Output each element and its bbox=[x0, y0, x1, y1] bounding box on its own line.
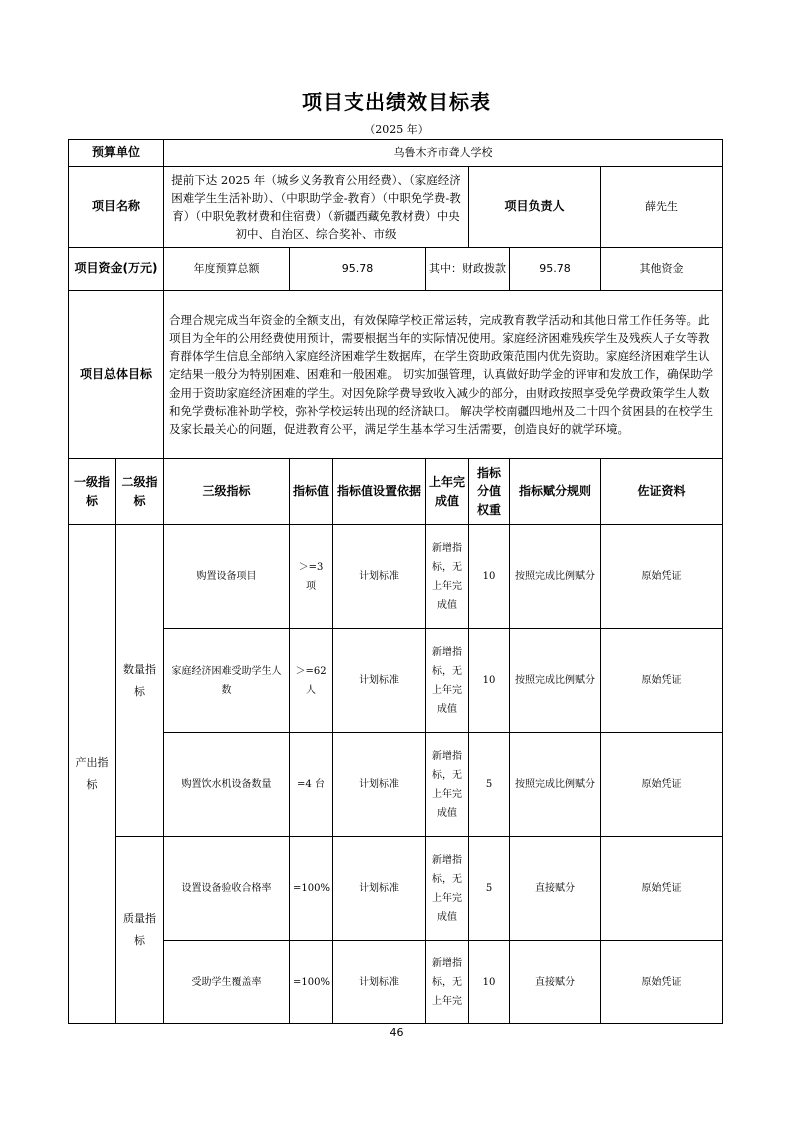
header-level1: 一级指标 bbox=[69, 459, 116, 525]
header-basis: 指标值设置依据 bbox=[333, 459, 426, 525]
funds-row bbox=[69, 248, 723, 291]
project-owner-label: 项目负责人 bbox=[469, 167, 601, 248]
header-row bbox=[69, 459, 723, 525]
indicator-basis: 计划标准 bbox=[333, 837, 426, 941]
overall-goal-label: 项目总体目标 bbox=[69, 291, 164, 459]
indicator-weight: 10 bbox=[469, 629, 510, 733]
header-evidence: 佐证资料 bbox=[601, 459, 723, 525]
table-row bbox=[69, 629, 723, 733]
level2-quantity: 数量指标 bbox=[116, 525, 164, 837]
indicator-evidence: 原始凭证 bbox=[601, 525, 723, 629]
budget-unit-label: 预算单位 bbox=[69, 140, 164, 167]
project-name-value: 提前下达 2025 年（城乡义务教育公用经费）、（家庭经济困难学生生活补助）、（中职助学金-教育）（中职免学费-教育）（中职免教材费和住宿费）（新疆西藏免教材费）中央初中、自治区、综合奖补、市级 bbox=[164, 167, 469, 248]
indicator-rule: 直接赋分 bbox=[510, 941, 601, 1024]
header-rule: 指标赋分规则 bbox=[510, 459, 601, 525]
indicator-value: ＞=62 人 bbox=[290, 629, 333, 733]
indicator-weight: 10 bbox=[469, 941, 510, 1024]
indicator-name: 受助学生覆盖率 bbox=[164, 941, 290, 1024]
overall-goal-value: 合理合规完成当年资金的全额支出，有效保障学校正常运转，完成教育教学活动和其他日常工作任务等。此项目为全年的公用经费使用预计，需要根据当年的实际情况使用。家庭经济困难残疾学生及残疾人子女等教育群体学生信息全部纳入家庭经济困难学生数据库，在学生资助政策范围内优先资助。家庭经济困难学生认定结果一般分为特别困难、困难和一般困难。 切实加强管理，认真做好助学金的评审和发放工作，确保助学金用于资助家庭经济困难的学生。对因免除学费导致收入减少的部分，由财政按照享受免学费政策学生人数和免学费标准补助学校，弥补学校运转出现的经济缺口。 解决学校南疆四地州及二十四个贫困县的在校学生及家长最关心的问题，促进教育公平，满足学生基本学习生活需要，创造良好的就学环境。 bbox=[164, 291, 723, 459]
table-row bbox=[69, 941, 723, 1024]
performance-table bbox=[68, 139, 723, 1024]
indicator-last-year: 新增指标，无上年完成值 bbox=[426, 733, 469, 837]
header-level2: 二级指标 bbox=[116, 459, 164, 525]
indicator-value: =4 台 bbox=[290, 733, 333, 837]
indicator-value: ＞=3 项 bbox=[290, 525, 333, 629]
header-last-year: 上年完成值 bbox=[426, 459, 469, 525]
indicator-evidence: 原始凭证 bbox=[601, 837, 723, 941]
table-row bbox=[69, 525, 723, 629]
indicator-name: 设置设备验收合格率 bbox=[164, 837, 290, 941]
indicator-name: 家庭经济困难受助学生人数 bbox=[164, 629, 290, 733]
indicator-last-year: 新增指标，无上年完成值 bbox=[426, 629, 469, 733]
year-label: （2025 年） bbox=[364, 123, 429, 136]
indicator-rule: 按照完成比例赋分 bbox=[510, 525, 601, 629]
indicator-name: 购置设备项目 bbox=[164, 525, 290, 629]
indicator-weight: 10 bbox=[469, 525, 510, 629]
level1-output: 产出指标 bbox=[69, 525, 116, 1024]
project-name-label: 项目名称 bbox=[69, 167, 164, 248]
project-owner-value: 薛先生 bbox=[601, 167, 723, 248]
indicator-rule: 按照完成比例赋分 bbox=[510, 733, 601, 837]
overall-goal-row bbox=[69, 291, 723, 459]
indicator-evidence: 原始凭证 bbox=[601, 733, 723, 837]
level2-quality: 质量指标 bbox=[116, 837, 164, 1024]
indicator-rule: 按照完成比例赋分 bbox=[510, 629, 601, 733]
other-label: 其他资金 bbox=[601, 248, 723, 291]
indicator-value: =100% bbox=[290, 941, 333, 1024]
indicator-weight: 5 bbox=[469, 733, 510, 837]
header-value: 指标值 bbox=[290, 459, 333, 525]
indicator-last-year: 新增指标，无上年完成值 bbox=[426, 525, 469, 629]
annual-budget-value: 95.78 bbox=[290, 248, 426, 291]
annual-budget-label: 年度预算总额 bbox=[164, 248, 290, 291]
project-name-row bbox=[69, 167, 723, 248]
table-row bbox=[69, 733, 723, 837]
indicator-evidence: 原始凭证 bbox=[601, 629, 723, 733]
indicator-name: 购置饮水机设备数量 bbox=[164, 733, 290, 837]
page-title: 项目支出绩效目标表 bbox=[302, 90, 491, 114]
budget-unit-row bbox=[69, 140, 723, 167]
page-number: 46 bbox=[389, 1026, 404, 1039]
indicator-evidence: 原始凭证 bbox=[601, 941, 723, 1024]
indicator-basis: 计划标准 bbox=[333, 733, 426, 837]
budget-unit-value: 乌鲁木齐市聋人学校 bbox=[164, 140, 723, 167]
indicator-last-year: 新增指标，无上年完 bbox=[426, 941, 469, 1024]
indicator-value: =100% bbox=[290, 837, 333, 941]
table-row bbox=[69, 837, 723, 941]
fiscal-label: 其中：财政拨款 bbox=[426, 248, 510, 291]
indicator-weight: 5 bbox=[469, 837, 510, 941]
funds-label: 项目资金(万元) bbox=[69, 248, 164, 291]
indicator-rule: 直接赋分 bbox=[510, 837, 601, 941]
indicator-basis: 计划标准 bbox=[333, 629, 426, 733]
indicator-basis: 计划标准 bbox=[333, 941, 426, 1024]
fiscal-value: 95.78 bbox=[510, 248, 601, 291]
header-level3: 三级指标 bbox=[164, 459, 290, 525]
indicator-basis: 计划标准 bbox=[333, 525, 426, 629]
indicator-last-year: 新增指标，无上年完成值 bbox=[426, 837, 469, 941]
header-weight: 指标分值权重 bbox=[469, 459, 510, 525]
